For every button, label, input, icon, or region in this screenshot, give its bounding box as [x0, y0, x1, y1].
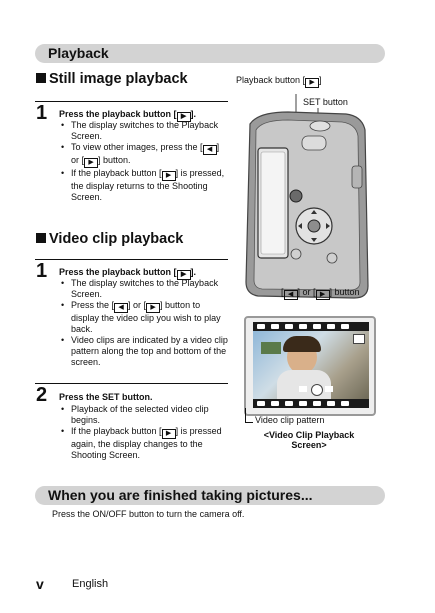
film-hole — [341, 324, 349, 329]
list-item — [59, 168, 229, 203]
step-title-end: ]. — [190, 109, 197, 119]
video-playback-heading — [36, 231, 183, 247]
video-mode-icon — [353, 334, 365, 344]
play-key-icon: ▶ — [162, 429, 176, 439]
still-playback-heading — [36, 71, 188, 87]
step-number: 2 — [36, 384, 48, 406]
video-step2-bullets — [59, 404, 229, 461]
film-hole — [313, 324, 321, 329]
film-hole — [327, 324, 335, 329]
bullet-text: ] or [ — [128, 300, 147, 310]
left-key-icon: ◀ — [114, 303, 128, 313]
callout-text: ] — [319, 75, 322, 85]
divider — [35, 383, 228, 384]
forward-control-icon — [325, 386, 333, 392]
leader-line — [245, 408, 246, 422]
film-hole — [257, 324, 265, 329]
step-title-text: Press the playback button [ — [59, 109, 177, 119]
play-control-icon — [311, 384, 323, 396]
callout-set-button: SET button — [303, 97, 348, 107]
left-key-icon: ◀ — [284, 290, 298, 300]
strap-lug — [352, 166, 362, 188]
menu-button — [291, 249, 301, 259]
bullet-text: The display switches to the Playback Screen. — [71, 278, 219, 299]
bullet-text: ] or [ — [71, 142, 220, 165]
caption-screen-title — [252, 430, 366, 450]
section-banner-playback: Playback — [35, 44, 385, 63]
divider — [35, 259, 228, 260]
callout-text: [ — [281, 287, 284, 297]
step-number: 1 — [36, 260, 48, 282]
bullet-text: If the playback button [ — [71, 168, 162, 178]
bullet-text: ] button to display the video clip you wish to play back. — [71, 300, 221, 334]
bullet-text: Video clips are indicated by a video clip pattern along the top and bottom of the screen. — [71, 335, 228, 367]
child-hair — [283, 336, 321, 352]
film-hole — [285, 401, 293, 406]
square-bullet-icon — [36, 233, 46, 243]
film-hole — [257, 401, 265, 406]
section-banner-finish: When you are finished taking pictures... — [35, 486, 385, 505]
rewind-control-icon — [299, 386, 307, 392]
right-key-icon: ▶ — [316, 290, 330, 300]
list-item — [59, 335, 229, 368]
step-title-end: ]. — [190, 267, 197, 277]
child-shirt — [277, 370, 331, 399]
still-playback-heading-text: Still image playback — [49, 71, 188, 87]
film-hole — [327, 401, 335, 406]
play-key-icon: ▶ — [305, 78, 319, 88]
film-hole — [299, 324, 307, 329]
zoom-button — [310, 121, 330, 131]
right-key-icon: ▶ — [146, 303, 160, 313]
playback-button-icon — [290, 190, 302, 202]
camera-lcd-inner — [261, 152, 285, 254]
film-hole — [341, 401, 349, 406]
video-step1-bullets — [59, 278, 229, 368]
flash-button — [327, 253, 337, 263]
set-button-icon — [308, 220, 320, 232]
play-key-icon: ▶ — [177, 112, 191, 122]
background-plant — [261, 342, 281, 354]
film-hole — [285, 324, 293, 329]
caption-line: Screen> — [291, 440, 327, 450]
callout-text: Playback button [ — [236, 75, 306, 85]
camera-illustration — [228, 86, 378, 301]
divider — [35, 101, 228, 102]
step-title-text: Press the playback button [ — [59, 267, 177, 277]
bullet-text: ] button. — [98, 155, 131, 165]
callout-text: ] or [ — [297, 287, 316, 297]
footer-language: English — [72, 578, 109, 590]
caption-video-pattern: Video clip pattern — [255, 415, 325, 425]
film-hole — [299, 401, 307, 406]
list-item — [59, 300, 229, 335]
page-number: v — [36, 576, 44, 592]
bullet-text: ] is pressed again, the display changes to the Shooting Screen. — [71, 426, 222, 460]
list-item — [59, 278, 229, 300]
step-title: Press the SET button. — [59, 392, 153, 402]
bullet-text: The display switches to the Playback Screen. — [71, 120, 219, 141]
still-step1-bullets — [59, 120, 229, 203]
bullet-text: ] is pressed, the display returns to the Shooting Screen. — [71, 168, 225, 202]
caption-line: <Video Clip Playback — [263, 430, 355, 440]
list-item — [59, 404, 229, 426]
video-screen — [253, 322, 369, 408]
finish-text: Press the ON/OFF button to turn the camera off. — [52, 509, 245, 519]
film-hole — [313, 401, 321, 406]
film-hole — [271, 401, 279, 406]
bullet-text: If the playback button [ — [71, 426, 162, 436]
video-playback-heading-text: Video clip playback — [49, 231, 184, 247]
list-item — [59, 426, 229, 461]
list-item — [59, 120, 229, 142]
film-hole — [271, 324, 279, 329]
list-item — [59, 142, 229, 168]
leader-line — [245, 422, 253, 423]
callout-arrow-buttons — [281, 287, 360, 300]
play-key-icon: ▶ — [162, 171, 176, 181]
bullet-text: Playback of the selected video clip begins. — [71, 404, 209, 425]
right-key-icon: ▶ — [84, 158, 98, 168]
play-key-icon: ▶ — [177, 270, 191, 280]
step-number: 1 — [36, 102, 48, 124]
square-bullet-icon — [36, 73, 46, 83]
left-key-icon: ◀ — [203, 145, 217, 155]
mode-button — [302, 136, 326, 150]
bullet-text: Press the [ — [71, 300, 115, 310]
callout-text: ] button — [329, 287, 360, 297]
bullet-text: To view other images, press the [ — [71, 142, 203, 152]
